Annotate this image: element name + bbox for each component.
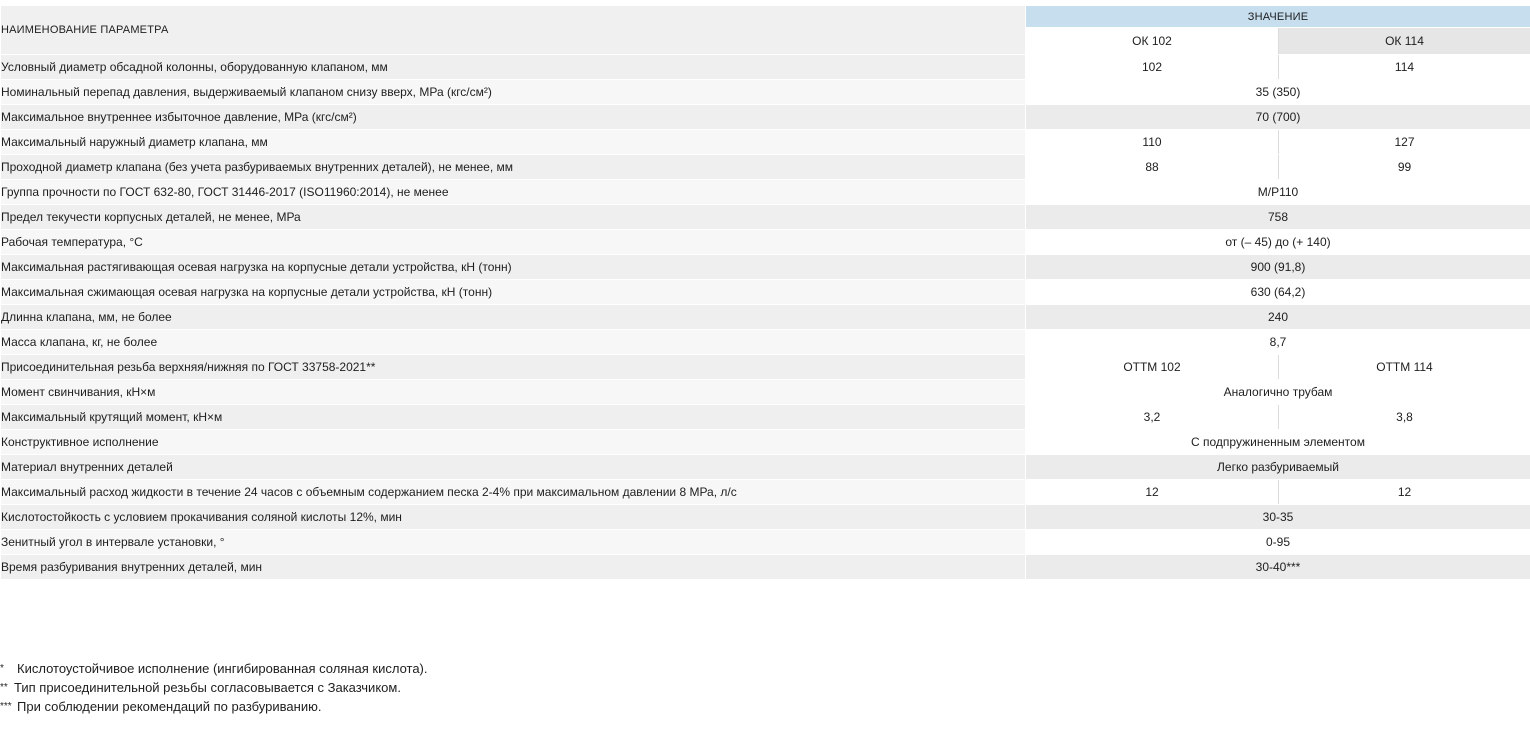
table-row xyxy=(1,80,1530,105)
footnote-mark: *** xyxy=(0,701,12,712)
value-cell-ok102: 3,2 xyxy=(1026,405,1279,430)
value-cell-ok102: 110 xyxy=(1026,130,1279,155)
value-cell-ok114: 3,8 xyxy=(1279,405,1530,430)
table-row xyxy=(1,305,1530,330)
table-row xyxy=(1,55,1530,80)
value-cell-ok102: 12 xyxy=(1026,480,1279,505)
param-name-cell: Максимальная растягивающая осевая нагрузка на корпусные детали устройства, кН (тонн) xyxy=(1,255,1026,280)
table-row xyxy=(1,555,1530,580)
table-header xyxy=(1,6,1530,55)
table-row xyxy=(1,405,1530,430)
value-cell-merged: 758 xyxy=(1026,205,1530,230)
param-name-cell: Максимальное внутреннее избыточное давление, МРа (кгс/см²) xyxy=(1,105,1026,130)
table-row xyxy=(1,205,1530,230)
table-row xyxy=(1,380,1530,405)
table-row xyxy=(1,130,1530,155)
value-cell-ok102: ОТТМ 102 xyxy=(1026,355,1279,380)
footnote-text: При соблюдении рекомендаций по разбуриванию. xyxy=(17,699,322,714)
param-column-header: НАИМЕНОВАНИЕ ПАРАМЕТРА xyxy=(1,6,1026,55)
param-name-cell: Зенитный угол в интервале установки, ° xyxy=(1,530,1026,555)
value-cell-ok114: 114 xyxy=(1279,55,1530,80)
param-name-cell: Кислотостойкость с условием прокачивания соляной кислоты 12%, мин xyxy=(1,505,1026,530)
table-row xyxy=(1,180,1530,205)
value-cell-ok114: 99 xyxy=(1279,155,1530,180)
param-name-cell: Проходной диаметр клапана (без учета разбуриваемых внутренних деталей), не менее, мм xyxy=(1,155,1026,180)
param-name-cell: Конструктивное исполнение xyxy=(1,430,1026,455)
footnote-3 xyxy=(0,697,1000,716)
value-cell-merged: С подпружиненным элементом xyxy=(1026,430,1530,455)
table-row xyxy=(1,330,1530,355)
param-name-cell: Условный диаметр обсадной колонны, оборудованную клапаном, мм xyxy=(1,55,1026,80)
param-name-cell: Рабочая температура, °С xyxy=(1,230,1026,255)
table-row xyxy=(1,455,1530,480)
param-name-cell: Максимальная сжимающая осевая нагрузка на корпусные детали устройства, кН (тонн) xyxy=(1,280,1026,305)
footnote-text: Кислотоустойчивое исполнение (ингибированная соляная кислота). xyxy=(17,661,428,676)
value-cell-merged: Аналогично трубам xyxy=(1026,380,1530,405)
value-cell-merged: 30-40*** xyxy=(1026,555,1530,580)
param-name-cell: Максимальный крутящий момент, кН×м xyxy=(1,405,1026,430)
value-cell-merged: 30-35 xyxy=(1026,505,1530,530)
value-cell-merged: 70 (700) xyxy=(1026,105,1530,130)
footnote-2 xyxy=(0,678,1000,697)
value-cell-merged: от (– 45) до (+ 140) xyxy=(1026,230,1530,255)
param-name-cell: Номинальный перепад давления, выдерживаемый клапаном снизу вверх, МРа (кгс/см²) xyxy=(1,80,1026,105)
table-row xyxy=(1,480,1530,505)
spec-table xyxy=(0,5,1530,580)
table-row xyxy=(1,155,1530,180)
model-header-ok102: ОК 102 xyxy=(1026,28,1279,55)
value-cell-merged: 8,7 xyxy=(1026,330,1530,355)
model-header-ok114: ОК 114 xyxy=(1279,28,1530,55)
value-cell-ok114: 127 xyxy=(1279,130,1530,155)
value-cell-ok102: 88 xyxy=(1026,155,1279,180)
value-cell-merged: 900 (91,8) xyxy=(1026,255,1530,280)
table-row xyxy=(1,230,1530,255)
value-cell-merged: 240 xyxy=(1026,305,1530,330)
footnote-text: Тип присоединительной резьбы согласовывается с Заказчиком. xyxy=(14,680,401,695)
value-cell-merged: Легко разбуриваемый xyxy=(1026,455,1530,480)
table-row xyxy=(1,505,1530,530)
footnote-mark: ** xyxy=(0,682,8,693)
value-cell-ok102: 102 xyxy=(1026,55,1279,80)
value-cell-ok114: 12 xyxy=(1279,480,1530,505)
table-body xyxy=(1,55,1530,580)
value-cell-merged: 35 (350) xyxy=(1026,80,1530,105)
table-row xyxy=(1,255,1530,280)
table-row xyxy=(1,280,1530,305)
param-name-cell: Момент свинчивания, кН×м xyxy=(1,380,1026,405)
value-column-header: ЗНАЧЕНИЕ xyxy=(1026,6,1530,28)
param-name-cell: Длинна клапана, мм, не более xyxy=(1,305,1026,330)
param-name-cell: Масса клапана, кг, не более xyxy=(1,330,1026,355)
value-cell-merged: 630 (64,2) xyxy=(1026,280,1530,305)
param-name-cell: Время разбуривания внутренних деталей, мин xyxy=(1,555,1026,580)
footnote-mark: * xyxy=(0,663,4,674)
value-cell-merged: М/Р110 xyxy=(1026,180,1530,205)
param-name-cell: Максимальный наружный диаметр клапана, мм xyxy=(1,130,1026,155)
value-cell-ok114: ОТТМ 114 xyxy=(1279,355,1530,380)
param-name-cell: Группа прочности по ГОСТ 632-80, ГОСТ 31446-2017 (ISO11960:2014), не менее xyxy=(1,180,1026,205)
table-row xyxy=(1,430,1530,455)
table-row xyxy=(1,355,1530,380)
value-cell-merged: 0-95 xyxy=(1026,530,1530,555)
param-name-cell: Присоединительная резьба верхняя/нижняя по ГОСТ 33758-2021** xyxy=(1,355,1026,380)
table-row xyxy=(1,530,1530,555)
param-name-cell: Материал внутренних деталей xyxy=(1,455,1026,480)
param-name-cell: Максимальный расход жидкости в течение 24 часов с объемным содержанием песка 2-4% при максимальном давлении 8 МРа, л/с xyxy=(1,480,1026,505)
param-name-cell: Предел текучести корпусных деталей, не менее, МРа xyxy=(1,205,1026,230)
table-row xyxy=(1,105,1530,130)
footnotes xyxy=(0,659,1000,716)
footnote-1 xyxy=(0,659,1000,678)
